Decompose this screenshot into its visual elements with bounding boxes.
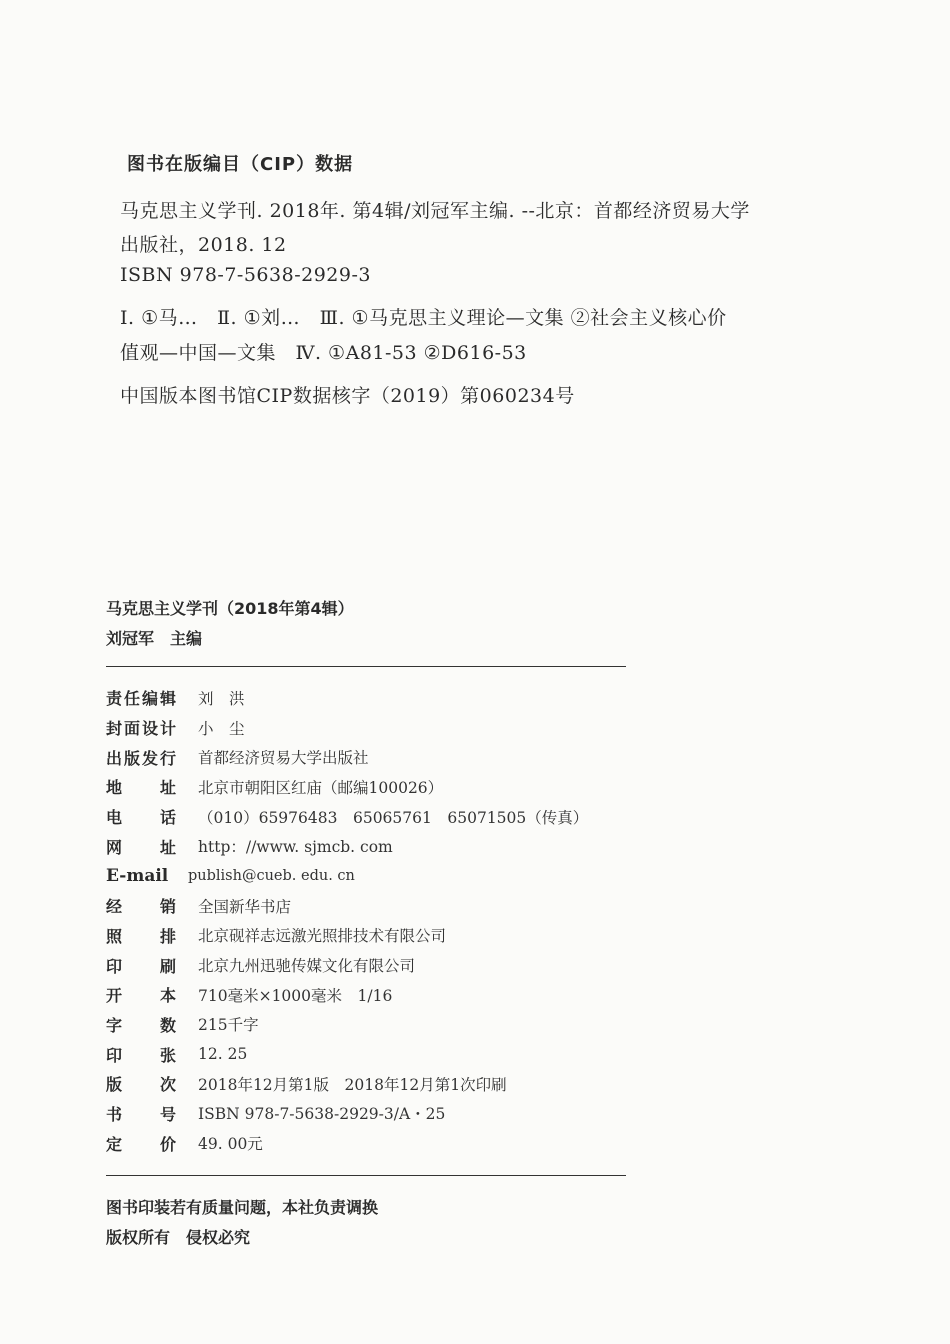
colophon-row xyxy=(106,802,626,832)
colophon-label xyxy=(106,954,176,977)
label-char: 价 xyxy=(159,1134,176,1154)
colophon-label xyxy=(106,1013,176,1036)
label-char: 地 xyxy=(106,778,123,798)
colophon-label xyxy=(106,924,176,947)
label-char: 经 xyxy=(106,897,123,917)
label-char: 销 xyxy=(159,897,176,917)
colophon-label xyxy=(106,1072,176,1095)
colophon-value: 49. 00元 xyxy=(198,1135,263,1154)
colophon-row xyxy=(106,950,626,980)
label-char: 址 xyxy=(159,778,176,798)
label-char: 号 xyxy=(159,1104,176,1124)
colophon-row xyxy=(106,891,626,921)
colophon-label xyxy=(106,686,176,709)
label-char: 定 xyxy=(106,1134,123,1154)
colophon-label xyxy=(106,835,176,858)
label-char: 任 xyxy=(123,689,140,709)
label-char: 刷 xyxy=(159,956,176,976)
label-char: 张 xyxy=(159,1045,176,1065)
colophon-row xyxy=(106,980,626,1010)
colophon-label xyxy=(106,716,176,739)
label-char: 印 xyxy=(106,956,123,976)
colophon-row xyxy=(106,1039,626,1069)
colophon-row xyxy=(106,921,626,951)
colophon-label xyxy=(106,866,176,886)
colophon-row xyxy=(106,1010,626,1040)
colophon-value: 710毫米×1000毫米 1/16 xyxy=(198,986,393,1005)
colophon-row xyxy=(106,772,626,802)
label-char: 封 xyxy=(106,719,123,739)
colophon-label xyxy=(106,1043,176,1066)
colophon-value: 12. 25 xyxy=(198,1045,248,1064)
colophon-value: http：//www. sjmcb. com xyxy=(198,838,393,857)
label-char: 版 xyxy=(106,1075,123,1095)
label-char: 计 xyxy=(159,719,176,739)
label-char: 设 xyxy=(141,719,158,739)
book-title: 马克思主义学刊（2018年第4辑） xyxy=(106,599,354,618)
label-char: 开 xyxy=(106,986,123,1006)
colophon-value: 刘 洪 xyxy=(198,689,245,708)
bottom-divider xyxy=(106,1175,626,1176)
colophon-value: publish@cueb. edu. cn xyxy=(188,867,355,884)
colophon-value: （010）65976483 65065761 65071505（传真） xyxy=(198,808,589,827)
top-divider xyxy=(106,666,626,667)
label-char: 排 xyxy=(159,926,176,946)
copyright-notice: 版权所有 侵权必究 xyxy=(106,1228,251,1247)
label-char: 发 xyxy=(141,748,158,768)
colophon-row xyxy=(106,1128,626,1158)
colophon-value: 北京市朝阳区红庙（邮编100026） xyxy=(198,778,444,797)
colophon-label xyxy=(106,775,176,798)
colophon-value: 首都经济贸易大学出版社 xyxy=(198,749,369,768)
colophon-row xyxy=(106,742,626,772)
colophon-row xyxy=(106,831,626,861)
label-char: 照 xyxy=(106,926,123,946)
label-char: 面 xyxy=(123,719,140,739)
label-char: 行 xyxy=(159,748,176,768)
colophon-row xyxy=(106,861,626,891)
colophon-value: ISBN 978-7-5638-2929-3/A・25 xyxy=(198,1105,446,1124)
colophon-table xyxy=(106,683,626,1158)
label-char: 编 xyxy=(141,689,158,709)
cip-subject-line-1: Ⅰ. ①马… Ⅱ. ①刘… Ⅲ. ①马克思主义理论—文集 ②社会主义核心价 xyxy=(120,307,727,329)
book-editor: 刘冠军 主编 xyxy=(106,629,203,648)
cip-isbn-line: ISBN 978-7-5638-2929-3 xyxy=(120,264,371,286)
colophon-value: 北京九州迅驰传媒文化有限公司 xyxy=(198,957,416,976)
label-char: 数 xyxy=(159,1015,176,1035)
cip-line-2: 出版社，2018. 12 xyxy=(120,234,287,256)
colophon-label xyxy=(106,1102,176,1125)
cip-record-number: 中国版本图书馆CIP数据核字（2019）第060234号 xyxy=(120,385,575,407)
colophon-label xyxy=(106,746,176,769)
label-char: 字 xyxy=(106,1015,123,1035)
colophon-label xyxy=(106,1132,176,1155)
colophon-value: 2018年12月第1版 2018年12月第1次印刷 xyxy=(198,1075,507,1094)
label-char: E-mail xyxy=(106,865,169,886)
label-char: 责 xyxy=(106,689,123,709)
quality-notice: 图书印装若有质量问题，本社负责调换 xyxy=(106,1198,379,1217)
label-char: 书 xyxy=(106,1104,123,1124)
label-char: 本 xyxy=(159,986,176,1006)
colophon-value: 全国新华书店 xyxy=(198,897,292,916)
label-char: 辑 xyxy=(159,689,176,709)
label-char: 出 xyxy=(106,748,123,768)
colophon-label xyxy=(106,805,176,828)
label-char: 话 xyxy=(159,808,176,828)
label-char: 电 xyxy=(106,808,123,828)
colophon-value: 215千字 xyxy=(198,1016,259,1035)
colophon-row xyxy=(106,1099,626,1129)
colophon-row xyxy=(106,683,626,713)
cip-heading: 图书在版编目（CIP）数据 xyxy=(127,154,354,175)
colophon-row xyxy=(106,713,626,743)
label-char: 版 xyxy=(123,748,140,768)
cip-subject-line-2: 值观—中国—文集 Ⅳ. ①A81-53 ②D616-53 xyxy=(120,342,527,364)
cip-line-1: 马克思主义学刊. 2018年. 第4辑/刘冠军主编. --北京：首都经济贸易大学 xyxy=(120,200,750,222)
label-char: 印 xyxy=(106,1045,123,1065)
label-char: 址 xyxy=(159,837,176,857)
colophon-value: 北京砚祥志远激光照排技术有限公司 xyxy=(198,927,447,946)
label-char: 次 xyxy=(159,1075,176,1095)
colophon-value: 小 尘 xyxy=(198,719,245,738)
colophon-label xyxy=(106,983,176,1006)
colophon-row xyxy=(106,1069,626,1099)
label-char: 网 xyxy=(106,837,123,857)
colophon-label xyxy=(106,894,176,917)
